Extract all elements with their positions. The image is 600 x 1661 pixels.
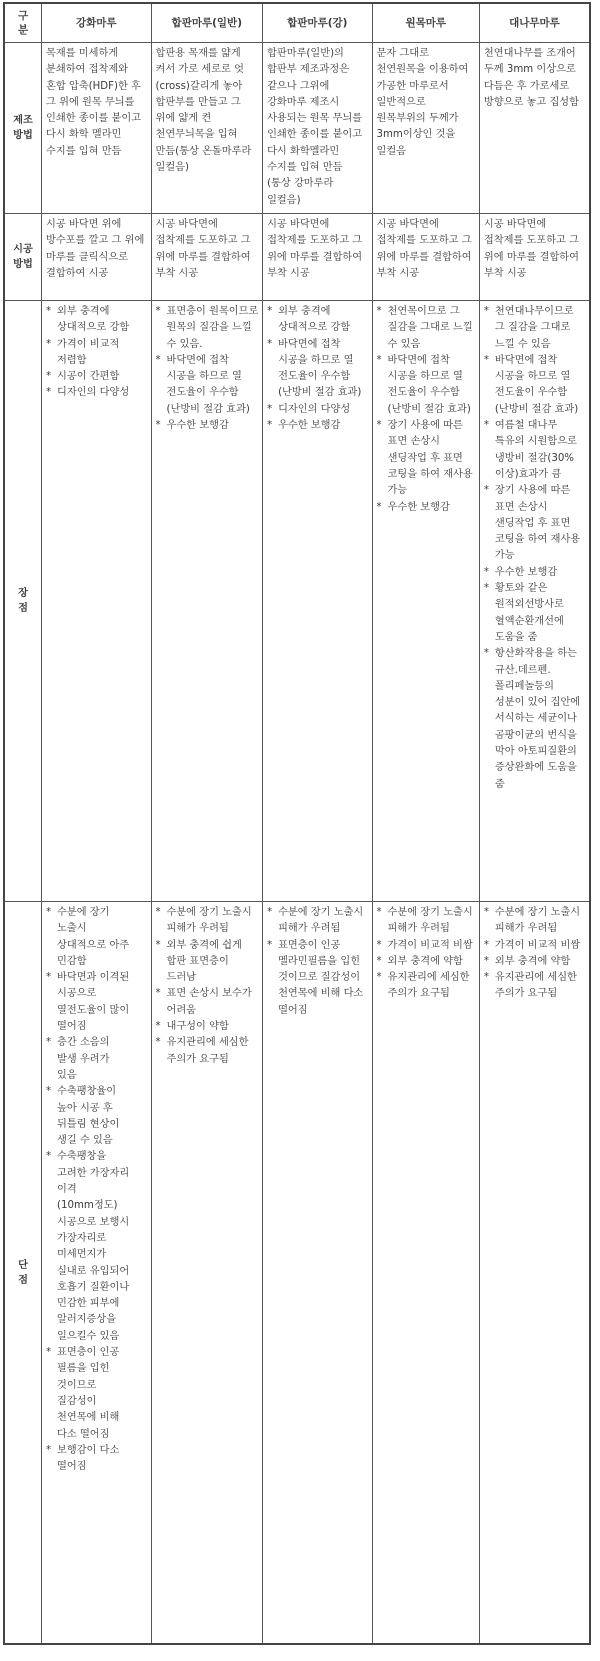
list-item-text: * 외부 충격에 약함 xyxy=(387,955,463,967)
list-item xyxy=(156,1019,260,1035)
list-item-text: * 외부 충격에 약함 xyxy=(494,955,571,967)
list-item xyxy=(267,938,368,1019)
list-item-text: * 수축팽창율이 높아 시공 후 뒤틀림 현상이 생길 수 있음 xyxy=(57,1086,120,1147)
header-col-5 xyxy=(479,3,590,43)
row-label-disadvantages-text: 단 점 xyxy=(18,1259,28,1286)
list-item-text: * 유지관리에 세심한 주의가 요구됨 xyxy=(387,972,470,1000)
list-item-text: * 수분에 장기 노출시 피해가 우려됨 xyxy=(166,907,252,935)
header-col-2-label: 합판마루(일반) xyxy=(171,16,243,29)
list-item xyxy=(46,369,147,385)
list-item-text: * 표면층이 인공 필름을 입힌 것이므로 질감성이 천연목에 비해 다소 떨어짐 xyxy=(57,1347,120,1440)
list-item xyxy=(377,905,476,938)
list-item-text: * 내구성이 약함 xyxy=(166,1021,229,1033)
list-item xyxy=(156,905,260,938)
list-item-text: * 수분에 장기 노출시 피해가 우려됨 xyxy=(278,907,364,935)
cell-installation-3: 시공 바닥면에 접착제를 도포하고 그 위에 마루를 결합하여 부착 시공 xyxy=(263,214,372,301)
list-item-text: * 우수한 보행감 xyxy=(387,501,450,513)
list-item-text: * 우수한 보행감 xyxy=(278,420,341,432)
row-label-manufacturing xyxy=(4,43,42,214)
list-item-text: * 우수한 보행감 xyxy=(494,566,558,578)
advantages-list-1 xyxy=(46,304,147,402)
cell-manufacturing-4: 문자 그대로 천연원목을 이용하여 가공한 마루로서 일반적으로 원목부위의 두께가 3mm이상인 것을 일컬음 xyxy=(372,43,479,214)
flooring-comparison-table xyxy=(3,2,591,1645)
list-item xyxy=(156,304,260,353)
disadvantages-list-5 xyxy=(484,905,586,1003)
cell-disadvantages-5 xyxy=(479,902,590,1645)
cell-advantages-1 xyxy=(42,301,151,902)
row-label-manufacturing-text: 제조 방법 xyxy=(13,115,33,141)
list-item xyxy=(46,905,147,970)
cell-installation-1: 시공 바닥면 위에 방수포를 깔고 그 위에 마루를 클릭식으로 결합하여 시공 xyxy=(42,214,151,301)
list-item xyxy=(484,970,586,1003)
list-item-text: * 바닥면에 접착 시공을 하므로 열 전도율이 우수함 (난방비 절감 효과) xyxy=(278,338,362,399)
header-col-3 xyxy=(263,3,372,43)
list-item-text: * 항산화작용을 하는 규산.데르펜.폴리페놀등의 성분이 있어 집안에 서식하는 세균이나 곰팡이균의 번식을 막아 아토피질환의 증상완화에 도움을 줌 xyxy=(494,648,581,790)
list-item xyxy=(377,418,476,499)
list-item-text: * 외부 충격에 상대적으로 강함 xyxy=(57,306,130,334)
row-label-installation-text: 시공 방법 xyxy=(13,244,33,270)
list-item-text: * 층간 소음의 발생 우려가 있음 xyxy=(57,1037,110,1081)
header-row xyxy=(4,3,590,43)
list-item xyxy=(267,304,368,337)
list-item-text: * 우수한 보행감 xyxy=(166,420,229,432)
cell-installation-4: 시공 바닥면에 접착제를 도포하고 그 위에 마루를 결합하여 부착 시공 xyxy=(372,214,479,301)
list-item xyxy=(156,938,260,987)
list-item-text: * 바닥면과 이격된 시공으로 열전도율이 많이 떨어짐 xyxy=(57,972,130,1033)
list-item xyxy=(484,353,586,418)
list-item xyxy=(46,970,147,1035)
disadvantages-list-3 xyxy=(267,905,368,1019)
list-item-text: * 외부 충격에 상대적으로 강함 xyxy=(278,306,351,334)
list-item xyxy=(377,500,476,516)
cell-advantages-3 xyxy=(263,301,372,902)
list-item xyxy=(484,565,586,581)
list-item-text: * 가격이 비교적 비쌈 xyxy=(494,939,581,951)
list-item-text: * 시공이 간편함 xyxy=(57,371,120,383)
list-item-text: * 바닥면에 접착 시공을 하므로 열 전도율이 우수함 (난방비 절감 효과) xyxy=(166,354,250,415)
cell-disadvantages-2 xyxy=(151,902,263,1645)
cell-advantages-2 xyxy=(151,301,263,902)
header-col-1 xyxy=(42,3,151,43)
list-item xyxy=(484,646,586,793)
header-col-3-label: 합판마루(강) xyxy=(287,16,348,29)
list-item xyxy=(484,905,586,938)
list-item xyxy=(46,1149,147,1345)
advantages-list-3 xyxy=(267,304,368,434)
row-advantages xyxy=(4,301,590,902)
row-manufacturing xyxy=(4,43,590,214)
list-item-text: * 수분에 장기 노출시 피해가 우려됨 xyxy=(387,907,473,935)
cell-installation-5: 시공 바닥면에 접착제를 도포하고 그 위에 마루를 결합하여 부착 시공 xyxy=(479,214,590,301)
header-gubun xyxy=(4,3,42,43)
list-item-text: * 장기 사용에 따른 표면 손상시 샌딩작업 후 표면 코팅을 하여 재사용 가능 xyxy=(387,420,473,497)
list-item xyxy=(46,385,147,401)
list-item xyxy=(484,938,586,954)
disadvantages-list-4 xyxy=(377,905,476,1003)
list-item-text: * 천연목이므로 그 질감을 그대로 느낄 수 있음 xyxy=(387,306,473,350)
header-col-2 xyxy=(151,3,263,43)
list-item-text: * 수분에 장기 노출시 상대적으로 아주 민감함 xyxy=(57,907,130,967)
list-item xyxy=(377,353,476,418)
list-item-text: * 바닥면에 접착 시공을 하므로 열 전도율이 우수함 (난방비 절감 효과) xyxy=(387,354,471,415)
list-item xyxy=(156,418,260,434)
cell-installation-2: 시공 바닥면에 접착제를 도포하고 그 위에 마루를 결합하여 부착 시공 xyxy=(151,214,263,301)
cell-disadvantages-3 xyxy=(263,902,372,1645)
list-item-text: * 가격이 비교적 비쌈 xyxy=(387,939,473,951)
header-col-5-label: 대나무마루 xyxy=(509,16,560,29)
list-item-text: * 표면층이 인공 멜라민필름을 입힌 것이므로 질감성이 천연목에 비해 다소 떨어짐 xyxy=(278,939,364,1016)
list-item xyxy=(46,1035,147,1084)
list-item xyxy=(156,986,260,1019)
cell-advantages-5 xyxy=(479,301,590,902)
list-item-text: * 여름철 대나무 특유의 시원함으로 냉방비 절감(30%이상)효과가 큼 xyxy=(494,420,577,480)
advantages-list-2 xyxy=(156,304,260,434)
list-item xyxy=(46,1084,147,1149)
list-item xyxy=(484,304,586,353)
list-item-text: * 수축팽창을 고려한 가장자리 이격(10mm정도) 시공으로 보행시 가장자리로 미세먼지가 실내로 유입되어 호흡기 질환이나 민감한 피부에 알러지증상을 일으킬수 있음 xyxy=(57,1151,130,1342)
cell-disadvantages-1 xyxy=(42,902,151,1645)
cell-manufacturing-1: 목재를 미세하게 분쇄하여 접착제와 혼합 압축(HDF)한 후 그 위에 원목 무늬를 인쇄한 종이를 붙이고 다시 화학 멜라민 수지를 입혀 만듬 xyxy=(42,43,151,214)
row-label-advantages xyxy=(4,301,42,902)
list-item-text: * 유지관리에 세심한 주의가 요구됨 xyxy=(494,972,577,1000)
list-item xyxy=(156,353,260,418)
row-label-disadvantages xyxy=(4,902,42,1645)
advantages-list-5 xyxy=(484,304,586,793)
row-disadvantages xyxy=(4,902,590,1645)
cell-manufacturing-3: 합판마루(일반)의 합판부 제조과정은 같으나 그위에 강화마루 제조시 사용되는 원목 무늬를 인쇄한 종이를 붙이고 다시 화학멜라민 수지를 입혀 만듬 (통상 강마루라 일컬음) xyxy=(263,43,372,214)
advantages-list-4 xyxy=(377,304,476,516)
list-item-text: * 장기 사용에 따른 표면 손상시 샌딩작업 후 표면 코팅을 하여 재사용 가능 xyxy=(494,485,581,562)
list-item xyxy=(267,905,368,938)
list-item xyxy=(377,970,476,1003)
list-item-text: * 황토와 같은 원적외선방사로 혈액순환개선에 도움을 줌 xyxy=(494,583,564,643)
list-item xyxy=(484,483,586,564)
list-item-text: * 수분에 장기 노출시 피해가 우려됨 xyxy=(494,907,581,935)
list-item xyxy=(484,418,586,483)
list-item xyxy=(46,1443,147,1476)
list-item-text: * 천연대나무이므로 그 질감을 그대로 느낄 수 있음 xyxy=(494,306,574,350)
list-item-text: * 디자인의 다양성 xyxy=(57,387,130,399)
list-item xyxy=(267,337,368,402)
cell-disadvantages-4 xyxy=(372,902,479,1645)
list-item xyxy=(46,304,147,337)
list-item-text: * 디자인의 다양성 xyxy=(278,403,351,415)
list-item xyxy=(377,304,476,353)
list-item xyxy=(46,337,147,370)
list-item xyxy=(484,954,586,970)
list-item-text: * 표면층이 원목이므로 원목의 질감을 느낄 수 있음. xyxy=(166,306,259,350)
cell-manufacturing-5: 천연대나무를 조개어 두께 3mm 이상으로 다듬은 후 가로세로 방향으로 놓고 집성함 xyxy=(479,43,590,214)
list-item-text: * 유지관리에 세심한 주의가 요구됨 xyxy=(166,1037,249,1065)
cell-manufacturing-2: 합판용 목재를 얇게 켜서 가로 세로로 엇(cross)갈리게 놓아 합판부를 만들고 그 위에 얇게 켠 천연무늬목을 입혀 만듬(통상 온돌마루라 일컬음) xyxy=(151,43,263,214)
disadvantages-list-1 xyxy=(46,905,147,1475)
list-item-text: * 바닥면에 접착 시공을 하므로 열 전도율이 우수함 (난방비 절감 효과) xyxy=(494,354,579,415)
header-col-4 xyxy=(372,3,479,43)
disadvantages-list-2 xyxy=(156,905,260,1068)
list-item xyxy=(377,938,476,954)
list-item xyxy=(484,581,586,646)
cell-advantages-4 xyxy=(372,301,479,902)
list-item-text: * 표면 손상시 보수가 어려움 xyxy=(166,988,252,1016)
row-label-installation xyxy=(4,214,42,301)
header-col-1-label: 강화마루 xyxy=(75,16,117,29)
list-item xyxy=(46,1345,147,1443)
list-item-text: * 외부 충격에 쉽게 합판 표면층이 드러남 xyxy=(166,939,242,984)
list-item-text: * 가격이 비교적 저렴함 xyxy=(57,338,120,366)
list-item-text: * 보행감이 다소 떨어짐 xyxy=(57,1444,120,1473)
list-item xyxy=(377,954,476,970)
row-installation xyxy=(4,214,590,301)
header-col-4-label: 원목마루 xyxy=(405,16,447,29)
row-label-advantages-text: 장 점 xyxy=(18,588,28,614)
header-gubun-label: 구 분 xyxy=(17,10,29,36)
list-item xyxy=(267,402,368,418)
list-item xyxy=(156,1035,260,1068)
list-item xyxy=(267,418,368,434)
